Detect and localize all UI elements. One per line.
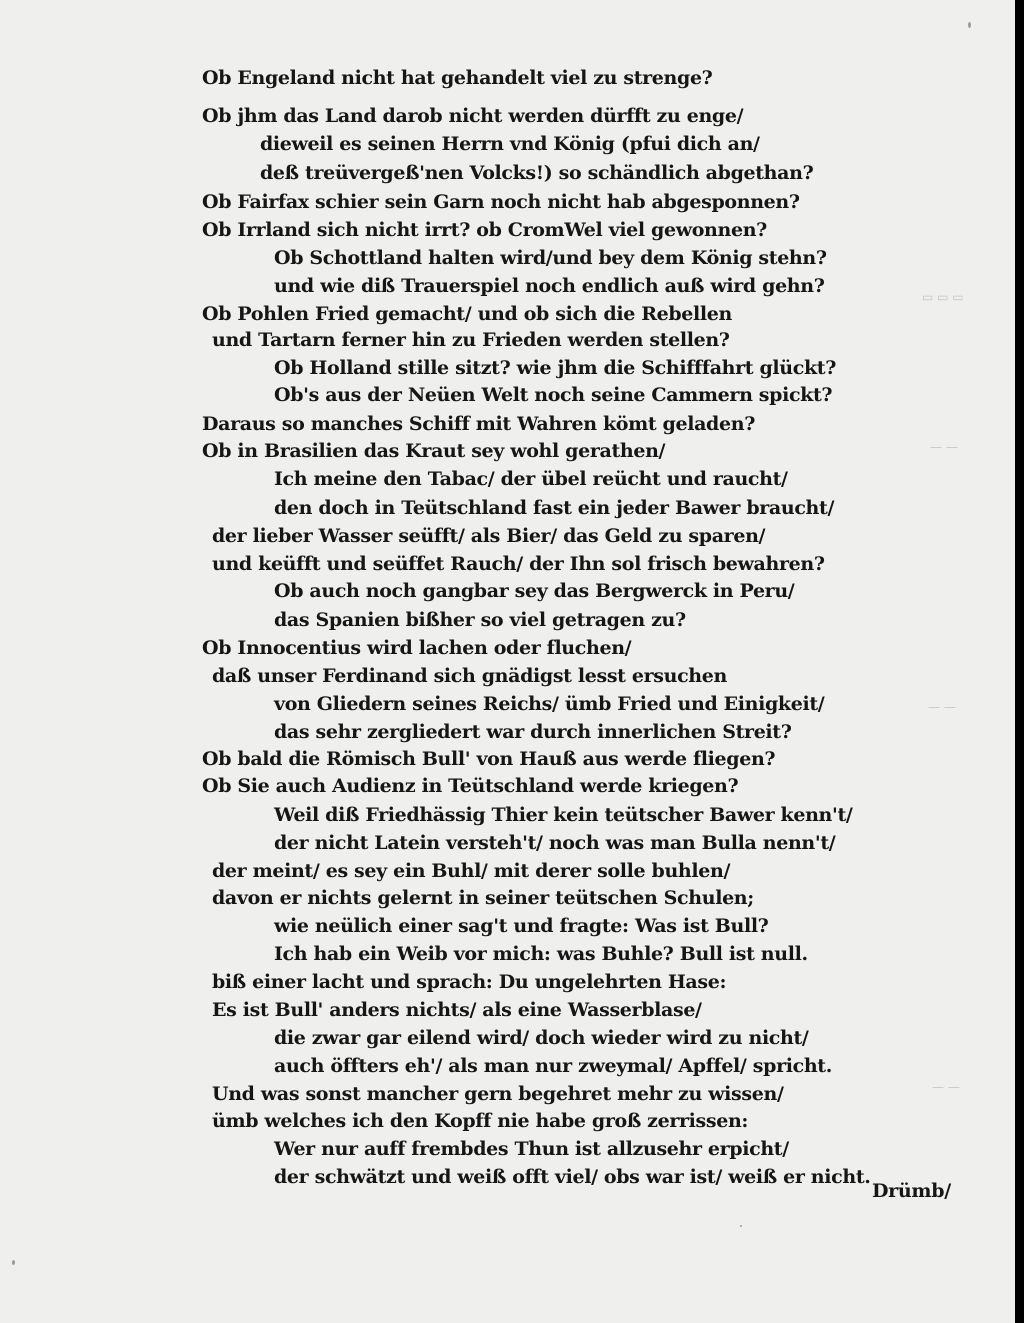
paper-speck xyxy=(12,1260,15,1265)
text-line: der lieber Wasser seüfft/ als Bier/ das Geld zu sparen/ xyxy=(212,525,766,547)
show-through-mark: ▭ ▭ ▭ xyxy=(922,290,964,304)
text-line: Weil diß Friedhässig Thier kein teütscher Bawer kenn't/ xyxy=(274,804,853,826)
show-through-mark: — — xyxy=(928,700,956,714)
text-line: der meint/ es sey ein Buhl/ mit derer solle buhlen/ xyxy=(212,860,731,882)
text-line: den doch in Teütschland fast ein jeder Bawer braucht/ xyxy=(274,497,835,519)
text-line: Daraus so manches Schiff mit Wahren kömt geladen? xyxy=(202,413,755,435)
text-line: Ob's aus der Neüen Welt noch seine Cammern spickt? xyxy=(274,384,833,406)
text-line: Ob jhm das Land darob nicht werden dürfft zu enge/ xyxy=(202,105,744,127)
text-line: deß treüvergeß'nen Volcks!) so schändlich abgethan? xyxy=(260,162,814,184)
text-line: Ob Holland stille sitzt? wie jhm die Schifffahrt glückt? xyxy=(274,357,836,379)
text-line: Ob Schottland halten wird/und bey dem König stehn? xyxy=(274,247,827,269)
text-line: Ob Engeland nicht hat gehandelt viel zu strenge? xyxy=(202,67,713,89)
text-line: ümb welches ich den Kopff nie habe groß zerrissen: xyxy=(212,1110,749,1132)
text-line: Und was sonst mancher gern begehret mehr zu wissen/ xyxy=(212,1083,784,1105)
text-line: von Gliedern seines Reichs/ ümb Fried und Einigkeit/ xyxy=(274,693,825,715)
text-line: Ob Sie auch Audienz in Teütschland werde kriegen? xyxy=(202,775,739,797)
show-through-mark: — — xyxy=(932,1080,960,1094)
text-line: der nicht Latein versteh't/ noch was man Bulla nenn't/ xyxy=(274,832,836,854)
text-line: dieweil es seinen Herrn vnd König (pfui dich an/ xyxy=(260,133,760,155)
text-line: und keüfft und seüffet Rauch/ der Ihn sol frisch bewahren? xyxy=(212,553,825,575)
text-line: und Tartarn ferner hin zu Frieden werden stellen? xyxy=(212,329,730,351)
text-line: auch öffters eh'/ als man nur zweymal/ Apffel/ spricht. xyxy=(274,1055,832,1077)
text-line: davon er nichts gelernt in seiner teütschen Schulen; xyxy=(212,887,754,909)
text-line: Ob Irrland sich nicht irrt? ob CromWel viel gewonnen? xyxy=(202,219,767,241)
text-line: Ob Fairfax schier sein Garn noch nicht hab abgesponnen? xyxy=(202,191,800,213)
text-line: Ob Innocentius wird lachen oder fluchen/ xyxy=(202,637,632,659)
text-line: Es ist Bull' anders nichts/ als eine Wasserblase/ xyxy=(212,999,702,1021)
text-line: Ob Pohlen Fried gemacht/ und ob sich die Rebellen xyxy=(202,303,732,325)
text-line: wie neülich einer sag't und fragte: Was ist Bull? xyxy=(274,915,769,937)
text-line: Ob auch noch gangbar sey das Bergwerck in Peru/ xyxy=(274,580,795,602)
text-line: Ob in Brasilien das Kraut sey wohl gerathen/ xyxy=(202,440,666,462)
text-line: Wer nur auff frembdes Thun ist allzusehr erpicht/ xyxy=(274,1138,789,1160)
text-line: das sehr zergliedert war durch innerlichen Streit? xyxy=(274,721,792,743)
text-line: biß einer lacht und sprach: Du ungelehrten Hase: xyxy=(212,971,727,993)
text-line: Ich meine den Tabac/ der übel reücht und raucht/ xyxy=(274,468,788,490)
catchword: Drümb/ xyxy=(872,1180,951,1202)
text-line: daß unser Ferdinand sich gnädigst lesst ersuchen xyxy=(212,665,727,687)
paper-speck xyxy=(968,22,971,28)
text-line: das Spanien bißher so viel getragen zu? xyxy=(274,609,686,631)
text-line: Ich hab ein Weib vor mich: was Buhle? Bull ist null. xyxy=(274,943,808,965)
paper-speck xyxy=(740,1225,742,1227)
text-line: der schwätzt und weiß offt viel/ obs war ist/ weiß er nicht. xyxy=(274,1166,871,1188)
text-line: die zwar gar eilend wird/ doch wieder wird zu nicht/ xyxy=(274,1027,809,1049)
text-line: Ob bald die Römisch Bull' von Hauß aus werde fliegen? xyxy=(202,748,776,770)
show-through-mark: — — xyxy=(930,440,958,454)
text-line: und wie diß Trauerspiel noch endlich auß wird gehn? xyxy=(274,275,825,297)
